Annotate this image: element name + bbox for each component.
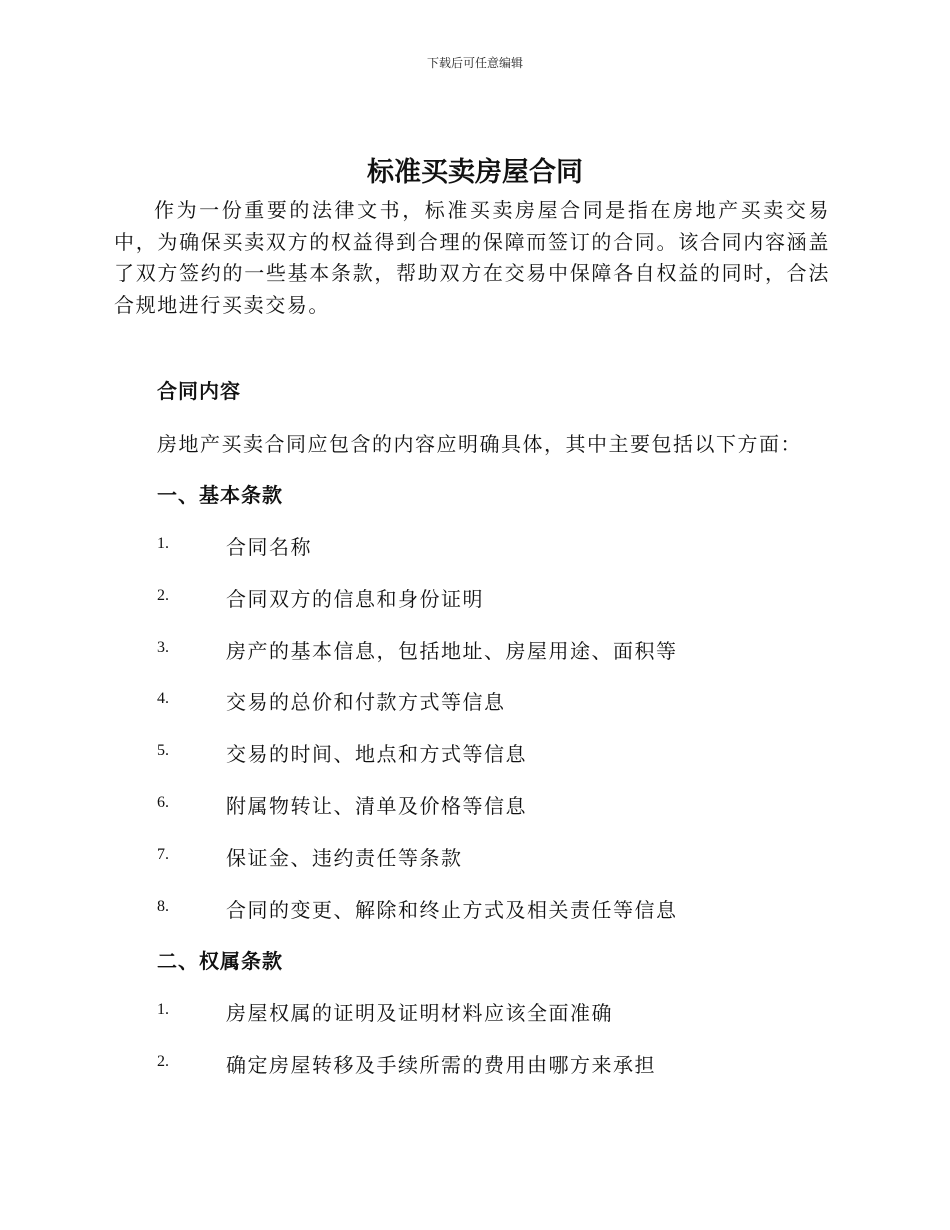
list-text: 合同名称: [226, 535, 312, 559]
list-number: 6.: [157, 794, 169, 811]
list-number: 1.: [157, 1001, 169, 1018]
section-heading-basic: 一、基本条款: [157, 483, 283, 507]
header-note: 下载后可任意编辑: [426, 56, 523, 70]
list-item: [157, 997, 837, 1025]
intro-paragraph: 作为一份重要的法律文书，标准买卖房屋合同是指在房地产买卖交易中，为确保买卖双方的权益得到合理的保障而签订的合同。该合同内容涵盖了双方签约的一些基本条款，帮助双方在交易中保障各自权益的同时，合法合规地进行买卖交易。: [114, 198, 830, 317]
section-heading-contents: 合同内容: [157, 379, 241, 403]
list-item: [157, 686, 837, 714]
list-item: [157, 738, 837, 766]
list-number: 4.: [157, 690, 169, 707]
list-text: 交易的总价和付款方式等信息: [226, 690, 506, 714]
list-text: 房产的基本信息，包括地址、房屋用途、面积等: [226, 639, 678, 663]
list-item: [157, 1049, 837, 1077]
list-item: [157, 531, 837, 559]
list-text: 合同双方的信息和身份证明: [226, 587, 484, 611]
list-text: 保证金、违约责任等条款: [226, 846, 463, 870]
list-item: [157, 635, 837, 663]
list-number: 7.: [157, 846, 169, 863]
list-text: 确定房屋转移及手续所需的费用由哪方来承担: [226, 1053, 656, 1077]
list-number: 3.: [157, 639, 169, 656]
contents-paragraph: 房地产买卖合同应包含的内容应明确具体，其中主要包括以下方面：: [157, 432, 802, 456]
list-number: 2.: [157, 1053, 169, 1070]
list-item: [157, 790, 837, 818]
section-heading-ownership: 二、权属条款: [157, 949, 283, 973]
list-text: 房屋权属的证明及证明材料应该全面准确: [226, 1001, 613, 1025]
list-number: 1.: [157, 535, 169, 552]
list-item: [157, 583, 837, 611]
list-number: 5.: [157, 742, 169, 759]
document-title: 标准买卖房屋合同: [367, 157, 583, 188]
list-text: 合同的变更、解除和终止方式及相关责任等信息: [226, 898, 678, 922]
list-number: 2.: [157, 587, 169, 604]
list-text: 交易的时间、地点和方式等信息: [226, 742, 527, 766]
list-text: 附属物转让、清单及价格等信息: [226, 794, 527, 818]
list-item: [157, 894, 837, 922]
list-number: 8.: [157, 898, 169, 915]
list-item: [157, 842, 837, 870]
